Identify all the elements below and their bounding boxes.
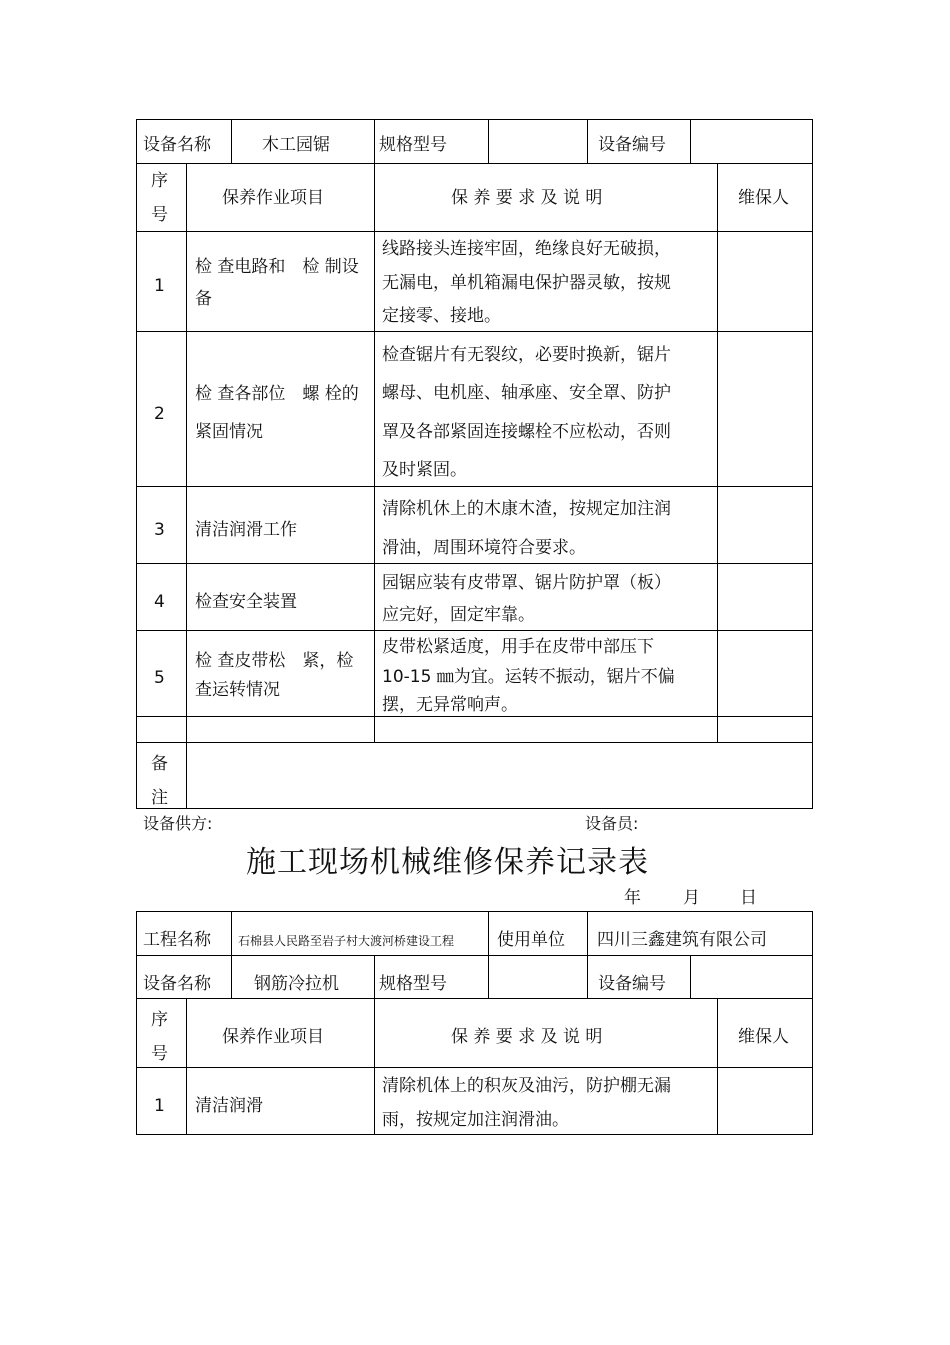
equip-no-label: 设备编号 [598, 974, 666, 994]
equip-name-value: 钢筋冷拉机 [254, 974, 339, 994]
col-seq-2: 号 [151, 1044, 168, 1064]
row-req: 园锯应装有皮带罩、锯片防护罩（板） [382, 573, 671, 593]
row-item: 查运转情况 [195, 680, 280, 700]
page-title: 施工现场机械维修保养记录表 [246, 845, 649, 880]
row-no: 3 [154, 520, 165, 540]
row-no: 2 [154, 404, 165, 424]
row-item: 检查安全装置 [195, 592, 297, 612]
row-req: 应完好，固定牢靠。 [382, 605, 535, 625]
row-req: 无漏电，单机箱漏电保护器灵敏，按规 [382, 273, 671, 293]
equip-name-value: 木工园锯 [262, 135, 330, 155]
col-seq-1: 序 [151, 1010, 168, 1030]
supplier-label: 设备供方: [143, 814, 213, 833]
col-item: 保养作业项目 [222, 1027, 324, 1047]
date-year: 年 [624, 888, 641, 908]
unit-label: 使用单位 [497, 930, 565, 950]
spec-label: 规格型号 [379, 974, 447, 994]
row-no: 4 [154, 592, 165, 612]
row-item: 检 查皮带松 紧，检 [195, 651, 354, 671]
remarks-label: 备 [151, 754, 168, 774]
row-req: 10-15 ㎜为宜。运转不振动，锯片不偏 [382, 667, 675, 687]
col-seq-2: 号 [151, 205, 168, 225]
row-req: 皮带松紧适度，用手在皮带中部压下 [382, 637, 654, 657]
unit-value: 四川三鑫建筑有限公司 [597, 930, 767, 950]
row-req: 定接零、接地。 [382, 306, 501, 326]
project-label: 工程名称 [143, 930, 211, 950]
remarks-label: 注 [151, 788, 168, 808]
row-req: 罩及各部紧固连接螺栓不应松动，否则 [382, 422, 671, 442]
row-req: 检查锯片有无裂纹，必要时换新，锯片 [382, 345, 671, 365]
row-no: 5 [154, 668, 165, 688]
date-day: 日 [740, 888, 757, 908]
date-month: 月 [683, 888, 700, 908]
row-item: 检 查各部位 螺 栓的 [195, 384, 359, 404]
equip-no-label: 设备编号 [598, 135, 666, 155]
col-maintainer: 维保人 [738, 1027, 789, 1047]
col-requirement: 保 养 要 求 及 说 明 [451, 188, 603, 208]
row-item: 清洁润滑工作 [195, 520, 297, 540]
col-requirement: 保 养 要 求 及 说 明 [451, 1027, 603, 1047]
row-item: 紧固情况 [195, 422, 263, 442]
spec-label: 规格型号 [379, 135, 447, 155]
equip-name-label: 设备名称 [143, 135, 211, 155]
row-req: 螺母、电机座、轴承座、安全罩、防护 [382, 383, 671, 403]
row-req: 滑油，周围环境符合要求。 [382, 538, 586, 558]
row-no: 1 [154, 1096, 165, 1116]
equipment-staff-label: 设备员: [585, 814, 639, 833]
row-item: 备 [195, 289, 212, 309]
row-item: 检 查电路和 检 制设 [195, 257, 359, 277]
row-req: 清除机休上的木康木渣，按规定加注润 [382, 499, 671, 519]
row-item: 清洁润滑 [195, 1096, 263, 1116]
col-maintainer: 维保人 [738, 188, 789, 208]
row-req: 及时紧固。 [382, 460, 467, 480]
row-req: 摆，无异常响声。 [382, 695, 518, 715]
project-value: 石棉县人民路至岩子村大渡河桥建设工程 [238, 934, 455, 948]
row-req: 清除机体上的积灰及油污，防护棚无漏 [382, 1076, 671, 1096]
row-req: 线路接头连接牢固，绝缘良好无破损， [382, 239, 671, 259]
row-no: 1 [154, 276, 165, 296]
equip-name-label: 设备名称 [143, 974, 211, 994]
row-req: 雨，按规定加注润滑油。 [382, 1110, 569, 1130]
col-item: 保养作业项目 [222, 188, 324, 208]
col-seq-1: 序 [151, 171, 168, 191]
